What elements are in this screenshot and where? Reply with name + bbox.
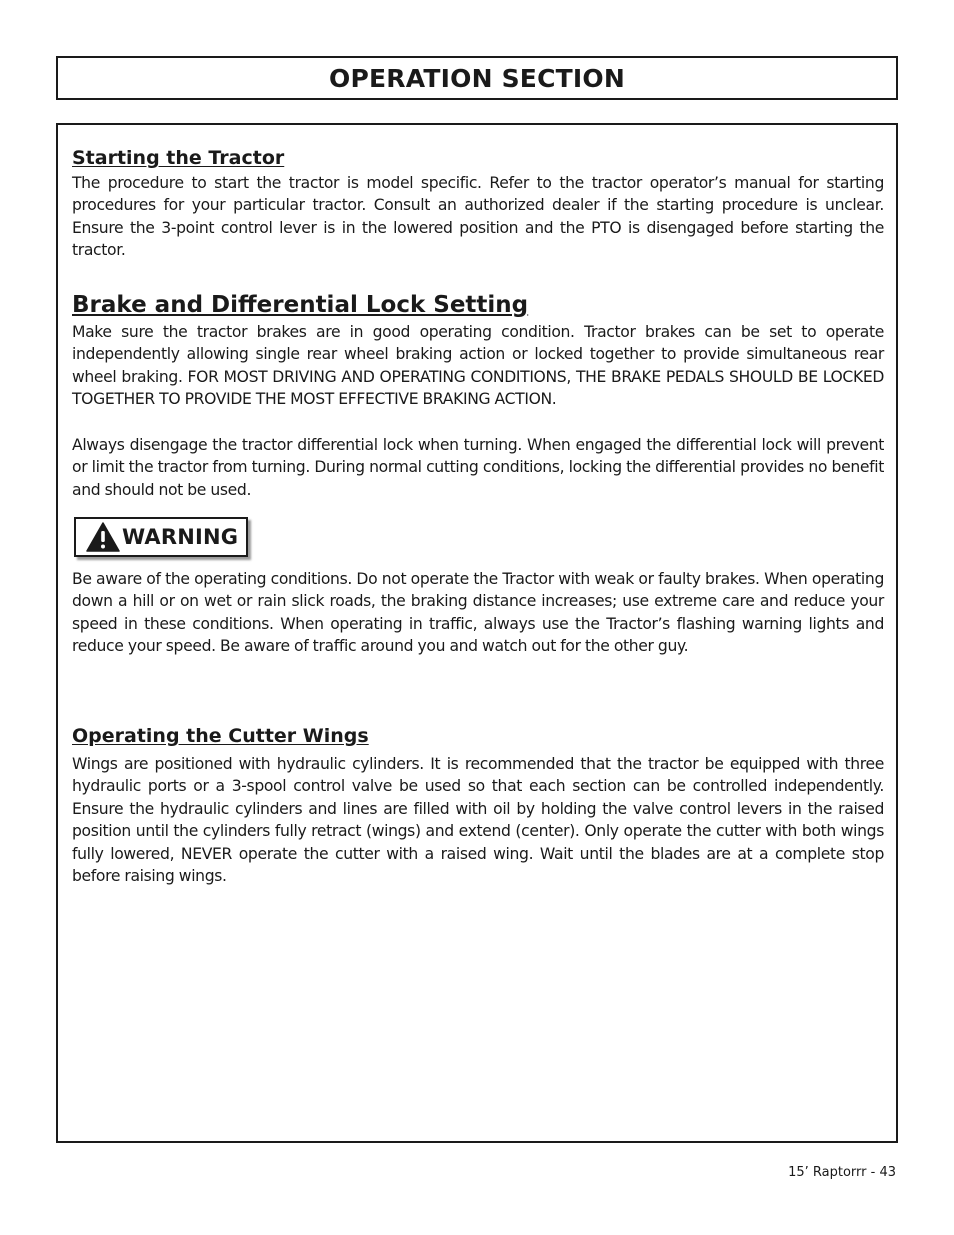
starting-tractor-paragraph: The procedure to start the tractor is model specific. Refer to the tractor operator’s manual for starting procedures for your particular tractor. Consult an authorized dealer if the starting procedure is unclear. Ensure the 3-point control lever is in the lowered position and the PTO is disengaged before starting the tractor.	[72, 174, 884, 260]
differential-lock-paragraph: Always disengage the tractor differential lock when turning. When engaged the differential lock will prevent or limit the tractor from turning. During normal cutting conditions, locking the differential provides no benefit and should not be used.	[72, 436, 884, 499]
starting-tractor-heading: Starting the Tractor	[72, 147, 285, 169]
warning-triangle-icon	[86, 522, 120, 552]
page-title: OPERATION SECTION	[329, 63, 625, 93]
content-box	[56, 123, 898, 1143]
warning-paragraph: Be aware of the operating conditions. Do not operate the Tractor with weak or faulty brakes. When operating down a hill or on wet or rain slick roads, the braking distance increases; use extreme care and reduce your speed in these conditions. When operating in traffic, always use the Tractor’s flashing warning lights and reduce your speed. Be aware of traffic around you and watch out for the other guy.	[72, 570, 884, 656]
cutter-wings-heading: Operating the Cutter Wings	[72, 725, 369, 747]
cutter-wings-paragraph: Wings are positioned with hydraulic cylinders. It is recommended that the tractor be equipped with three hydraulic ports or a 3-spool control valve be used so that each section can be controlled independently. Ensure the hydraulic cylinders and lines are filled with oil by holding the valve control levers in the raised position until the cylinders fully retract (wings) and extend (center). Only operate the cutter with both wings fully lowered, NEVER operate the cutter with a raised wing. Wait until the blades are at a complete stop before raising wings.	[72, 755, 884, 886]
brake-paragraph: Make sure the tractor brakes are in good operating condition. Tractor brakes can be set to operate independently allowing single rear wheel braking action or locked together to provide simultaneous rear wheel braking. FOR MOST DRIVING AND OPERATING CONDITIONS, THE BRAKE PEDALS SHOULD BE LOCKED TOGETHER TO PROVIDE THE MOST EFFECTIVE BRAKING ACTION.	[72, 323, 884, 409]
warning-callout	[74, 517, 248, 557]
brake-differential-heading: Brake and Differential Lock Setting	[72, 292, 529, 318]
section-title-box	[56, 56, 898, 100]
page-number: 15’ Raptorrr - 43	[788, 1165, 896, 1180]
warning-label: WARNING	[122, 525, 239, 549]
